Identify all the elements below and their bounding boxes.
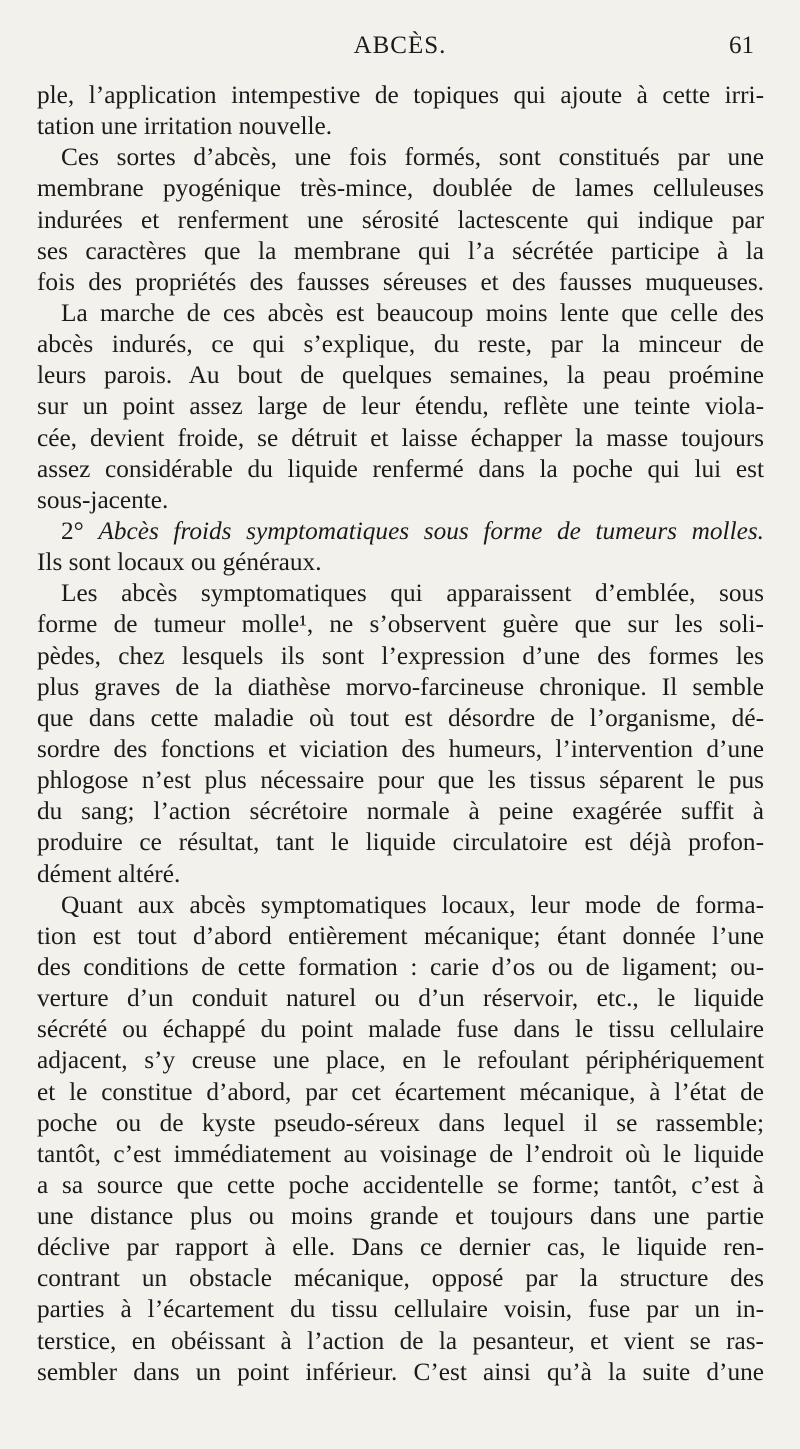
text-line [37, 516, 764, 547]
text-line: parties à l’écartement du tissu cellulaire voisin, fuse par un in- [37, 1295, 764, 1324]
text-line: a sa source que cette poche accidentelle se forme; tantôt, c’est à [37, 1170, 764, 1199]
text-line: La marche de ces abcès est beaucoup moins lente que celle des [61, 298, 764, 327]
text-line: du sang; l’action sécrétoire normale à peine exagérée suffit à [37, 797, 764, 826]
text-line: assez considérable du liquide renfermé dans la poche qui lui est [37, 454, 764, 483]
text-line: contrant un obstacle mécanique, opposé par la structure des [37, 1264, 764, 1293]
text-line: sécrété ou échappé du point malade fuse dans le tissu cellulaire [37, 1015, 764, 1044]
body-text [37, 80, 764, 1388]
text-line: sur un point assez large de leur étendu, reflète une teinte viola- [37, 392, 764, 421]
text-line: sembler dans un point inférieur. C’est ainsi qu’à la suite d’une [37, 1357, 764, 1386]
section-heading-italic: Abcès froids symptomatiques sous forme de tumeurs molles. [98, 516, 765, 545]
text-line: Ils sont locaux ou généraux. [37, 548, 322, 577]
text-line: ses caractères que la membrane qui l’a sécrétée participe à la [37, 236, 764, 265]
text-line: leurs parois. Au bout de quelques semaines, la peau proémine [37, 361, 764, 390]
text-line: que dans cette maladie où tout est désordre de l’organisme, dé- [37, 703, 764, 732]
text-line: sordre des fonctions et viciation des humeurs, l’intervention d’une [37, 734, 764, 763]
text-line: forme de tumeur molle¹, ne s’observent guère que sur les soli- [37, 610, 764, 639]
text-line: adjacent, s’y creuse une place, en le refoulant périphériquement [37, 1046, 764, 1075]
text-line: indurées et renferment une sérosité lactescente qui indique par [37, 205, 764, 234]
text-line: plus graves de la diathèse morvo-farcineuse chronique. Il semble [37, 672, 764, 701]
text-line: abcès indurés, ce qui s’explique, du reste, par la minceur de [37, 330, 764, 359]
text-line: terstice, en obéissant à l’action de la pesanteur, et vient se ras- [37, 1326, 764, 1355]
text-line: tation une irritation nouvelle. [37, 112, 333, 141]
running-head [0, 32, 800, 72]
text-line: une distance plus ou moins grande et toujours dans une partie [37, 1202, 764, 1231]
text-line: fois des propriétés des fausses séreuses et des fausses muqueuses. [37, 267, 764, 296]
list-number: 2° [61, 516, 99, 545]
text-line: ple, l’application intempestive de topiques qui ajoute à cette irri- [37, 81, 764, 109]
text-line: phlogose n’est plus nécessaire pour que les tissus séparent le pus [37, 766, 764, 795]
text-line: dément altéré. [37, 859, 181, 888]
text-line: tion est tout d’abord entièrement mécanique; étant donnée l’une [37, 921, 764, 950]
text-line: produire ce résultat, tant le liquide circulatoire est déjà profon- [37, 828, 764, 857]
text-line: pèdes, chez lesquels ils sont l’expression d’une des formes les [37, 641, 764, 670]
text-line: et le constitue d’abord, par cet écartement mécanique, à l’état de [37, 1077, 764, 1106]
page-number: 61 [729, 32, 754, 59]
text-line: cée, devient froide, se détruit et laisse échapper la masse toujours [37, 423, 764, 452]
text-line: Les abcès symptomatiques qui apparaissent d’emblée, sous [61, 579, 764, 608]
text-line: membrane pyogénique très-mince, doublée de lames celluleuses [37, 174, 764, 203]
text-line: poche ou de kyste pseudo-séreux dans lequel il se rassemble; [37, 1108, 764, 1137]
text-line: Ces sortes d’abcès, une fois formés, sont constitués par une [61, 143, 764, 172]
text-line: Quant aux abcès symptomatiques locaux, leur mode de forma- [61, 890, 764, 919]
text-line: des conditions de cette formation : carie d’os ou de ligament; ou- [37, 952, 764, 981]
running-title: ABCÈS. [353, 32, 447, 59]
text-line: sous-jacente. [37, 485, 169, 514]
text-line: verture d’un conduit naturel ou d’un réservoir, etc., le liquide [37, 984, 764, 1013]
text-line: déclive par rapport à elle. Dans ce dernier cas, le liquide ren- [37, 1233, 764, 1262]
text-line: tantôt, c’est immédiatement au voisinage de l’endroit où le liquide [37, 1139, 764, 1168]
